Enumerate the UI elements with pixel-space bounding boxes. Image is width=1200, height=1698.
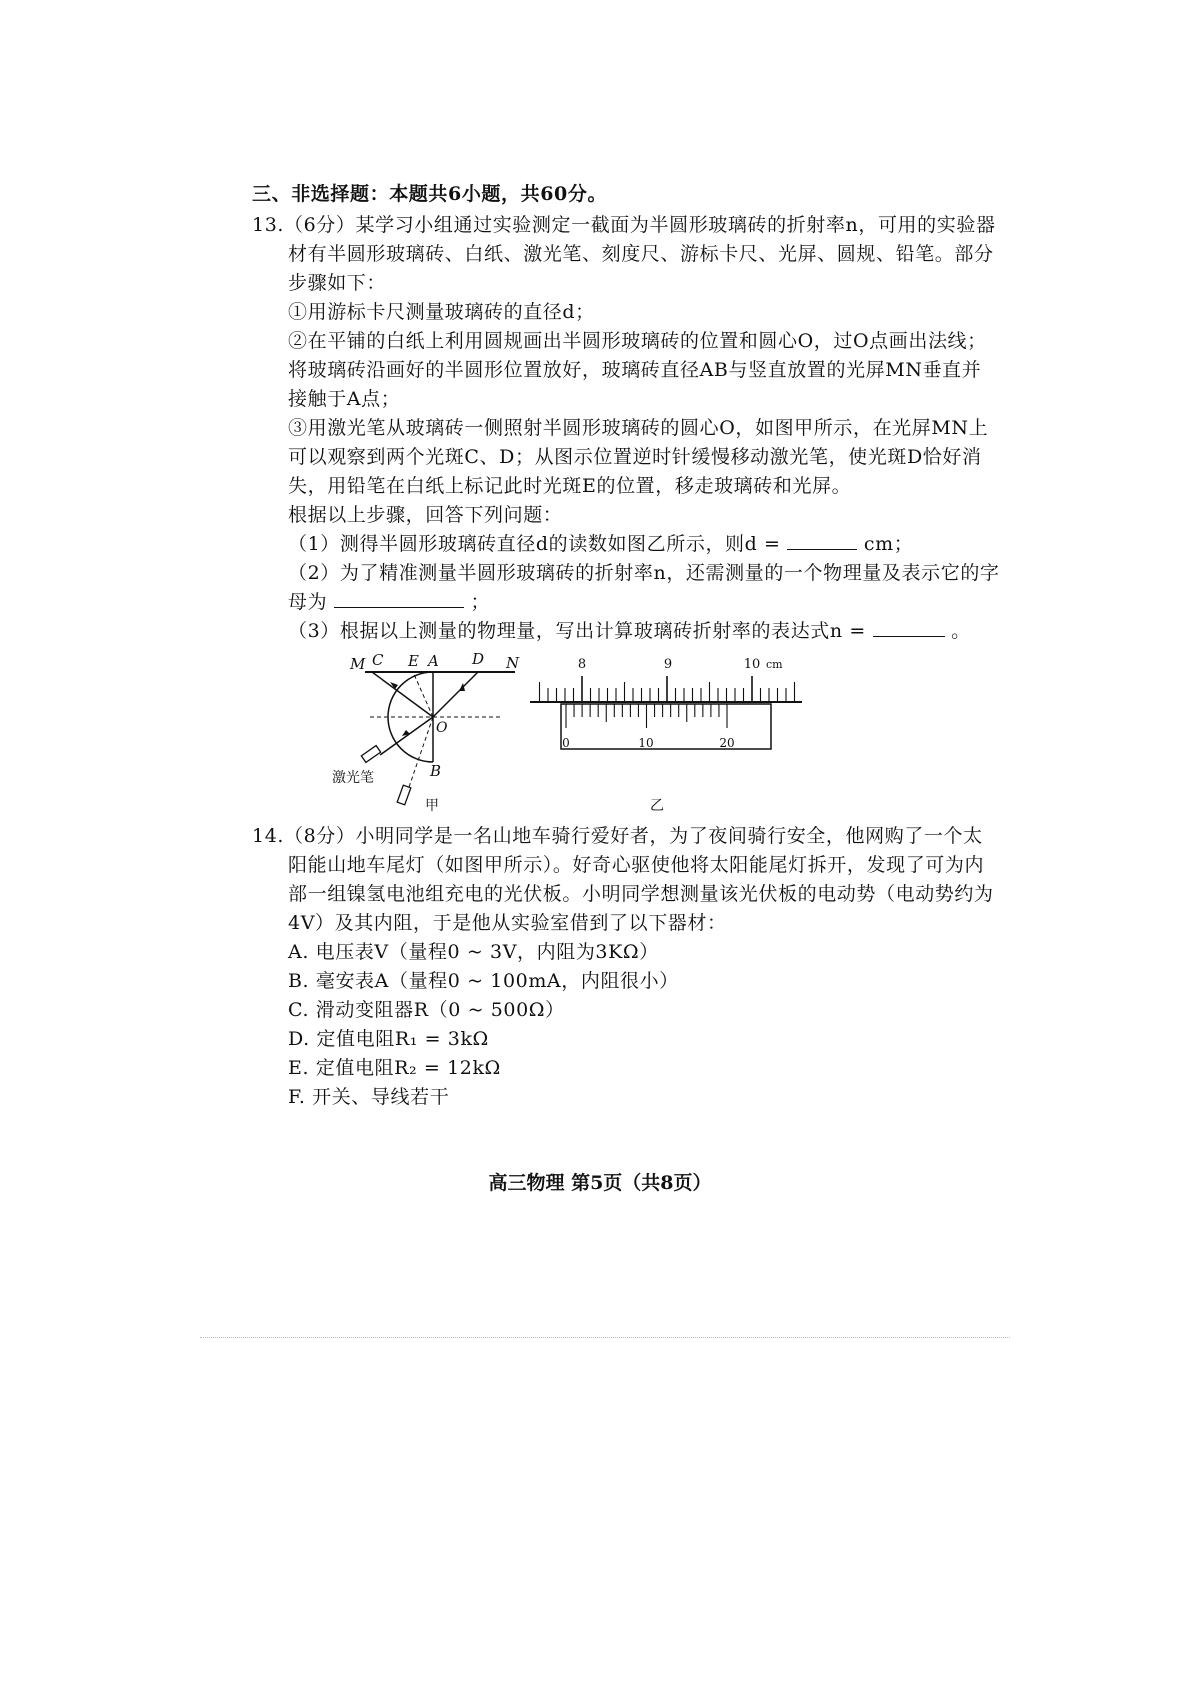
q13-step-2-end: 接触于A点； (288, 388, 401, 410)
section-heading: 三、非选择题：本题共6小题，共60分。 (252, 183, 608, 205)
reflected-ray (372, 672, 433, 717)
unit-cm: cm (766, 658, 783, 671)
answer-blank-2[interactable] (334, 589, 464, 608)
q13-prompt: 根据以上步骤，回答下列问题： (288, 504, 563, 526)
figure-yi (530, 650, 830, 825)
q13-sub-2-end: ； (470, 591, 491, 613)
laser-pen-label: 激光笔 (332, 770, 374, 786)
main-scale-9: 9 (663, 657, 673, 672)
q13-sub-2-cont (288, 589, 490, 615)
laser-pen-2 (397, 785, 411, 805)
q14-line-2: 阳能山地车尾灯（如图甲所示）。好奇心驱使他将太阳能尾灯拆开，发现了可为内 (288, 854, 985, 876)
laser-pen-1 (361, 746, 380, 763)
q14-option-b: B. 毫安表A（量程0 ~ 100mA，内阻很小） (288, 970, 679, 992)
label-e: E (408, 652, 419, 670)
figure-jia-caption: 甲 (425, 798, 439, 814)
q13-step-2-cont: 将玻璃砖沿画好的半圆形位置放好，玻璃砖直径AB与竖直放置的光屏MN垂直并 (288, 359, 982, 381)
q14-option-f: F. 开关、导线若干 (288, 1086, 450, 1108)
q13-line-1: 13.（6分）某学习小组通过实验测定一截面为半圆形玻璃砖的折射率n，可用的实验器 (252, 214, 996, 236)
q13-step-3-end: 失，用铅笔在白纸上标记此时光斑E的位置，移走玻璃砖和光屏。 (288, 475, 852, 497)
main-scale-8: 8 (577, 657, 587, 672)
answer-blank-1[interactable] (787, 531, 857, 550)
q13-sub-2-text: 母为 (288, 591, 328, 613)
q13-sub-1-unit: cm； (863, 533, 914, 555)
vernier-10: 10 (638, 736, 654, 750)
q13-step-3: ③用激光笔从玻璃砖一侧照射半圆形玻璃砖的圆心O，如图甲所示，在光屏MN上 (288, 417, 989, 439)
q13-sub-3-text: （3）根据以上测量的物理量，写出计算玻璃砖折射率的表达式n = (288, 620, 866, 642)
q14-option-a: A. 电压表V（量程0 ~ 3V，内阻为3KΩ） (288, 941, 659, 963)
q14-option-e: E. 定值电阻R₂ = 12kΩ (288, 1057, 501, 1079)
vernier-20: 20 (719, 736, 735, 750)
page-footer: 高三物理 第5页（共8页） (488, 1172, 712, 1194)
q14-line-4: 4V）及其内阻，于是他从实验室借到了以下器材： (288, 912, 727, 934)
label-c: C (372, 651, 384, 669)
label-b: B (430, 762, 442, 780)
q13-step-3-cont: 可以观察到两个光斑C、D；从图示位置逆时针缓慢移动激光笔，使光斑D恰好消 (288, 446, 982, 468)
figure-jia (332, 650, 550, 825)
vernier-0: 0 (562, 736, 570, 750)
q13-step-2: ②在平铺的白纸上利用圆规画出半圆形玻璃砖的位置和圆心O，过O点画出法线； (288, 330, 987, 352)
q13-line-3: 步骤如下： (288, 272, 387, 294)
vernier-box (561, 704, 771, 749)
label-a: A (428, 652, 439, 670)
q13-sub-1-text: （1）测得半圆形玻璃砖直径d的读数如图乙所示，则d = (288, 533, 781, 555)
q13-sub-3-end: 。 (951, 620, 971, 642)
label-n: N (506, 654, 520, 672)
page-divider (200, 1337, 1010, 1338)
q13-sub-1 (288, 531, 913, 557)
arrow-refracted (459, 683, 465, 691)
q13-sub-2: （2）为了精准测量半圆形玻璃砖的折射率n，还需测量的一个物理量及表示它的字 (288, 562, 1000, 584)
label-o: O (436, 720, 448, 736)
refracted-ray (433, 672, 478, 717)
q14-option-c: C. 滑动变阻器R（0 ~ 500Ω） (288, 999, 565, 1021)
figure-yi-caption: 乙 (650, 798, 664, 814)
q13-step-1: ①用游标卡尺测量玻璃砖的直径d； (288, 301, 595, 323)
q14-line-3: 部一组镍氢电池组充电的光伏板。小明同学想测量该光伏板的电动势（电动势约为 (288, 883, 994, 905)
q14-option-d: D. 定值电阻R₁ = 3kΩ (288, 1028, 489, 1050)
q14-line-1: 14.（8分）小明同学是一名山地车骑行爱好者，为了夜间骑行安全，他网购了一个太 (252, 825, 983, 847)
label-m: M (350, 655, 366, 673)
answer-blank-3[interactable] (873, 618, 945, 637)
q13-sub-3 (288, 618, 971, 644)
main-scale-10: 10 (743, 657, 761, 672)
label-d: D (472, 650, 485, 668)
q13-line-2: 材有半圆形玻璃砖、白纸、激光笔、刻度尺、游标卡尺、光屏、圆规、铅笔。部分 (288, 243, 994, 265)
